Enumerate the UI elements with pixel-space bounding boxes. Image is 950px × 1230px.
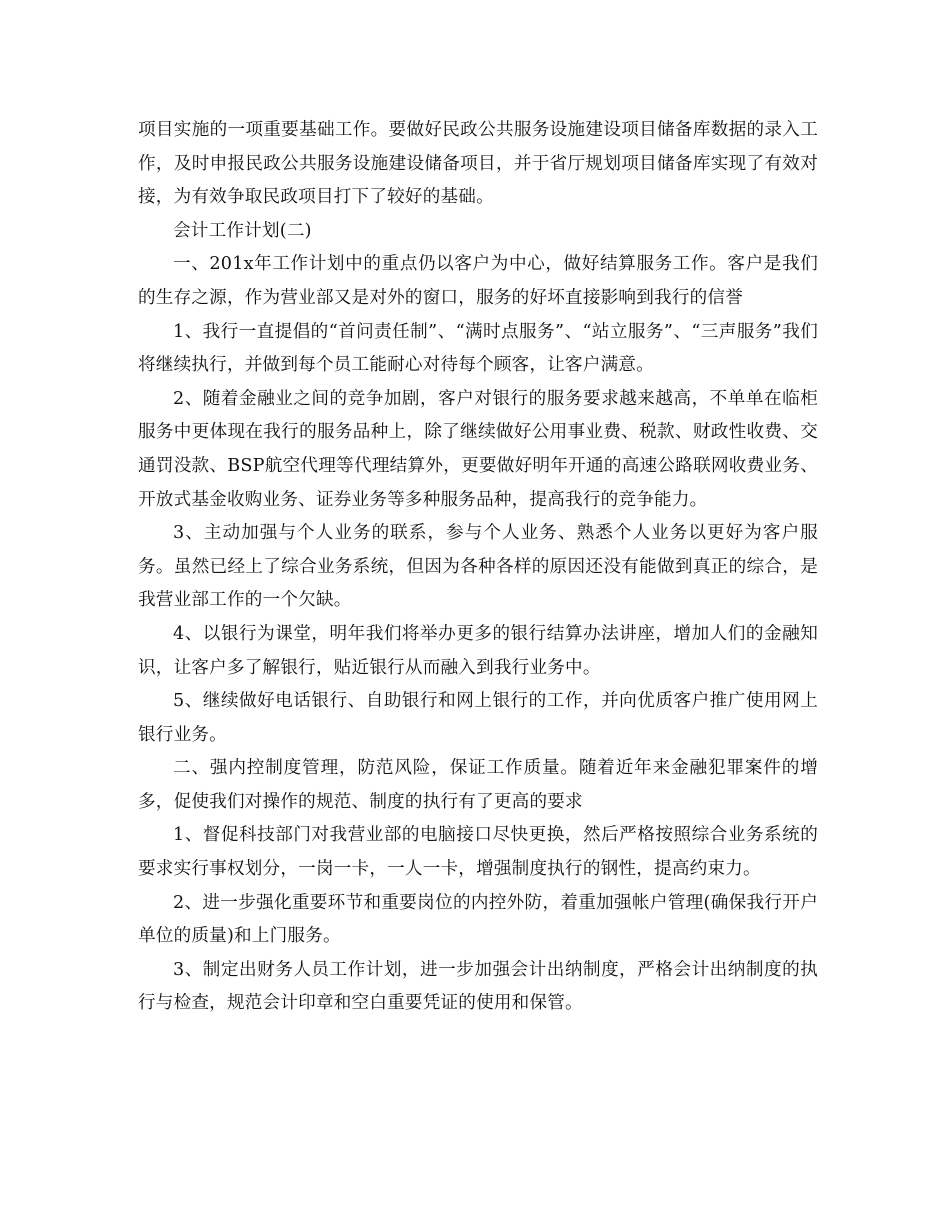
paragraph-continuation: 项目实施的一项重要基础工作。要做好民政公共服务设施建设项目储备库数据的录入工作，及时申报民政公共服务设施建设储备项目，并于省厅规划项目储备库实现了有效对接，为有效争取民政项目打下了较好的基础。 <box>138 120 818 208</box>
paragraph: 1、督促科技部门对我营业部的电脑接口尽快更换，然后严格按照综合业务系统的要求实行事权划分，一岗一卡，一人一卡，增强制度执行的钢性，提高约束力。 <box>138 825 818 880</box>
section-heading: 会计工作计划(二) <box>173 220 312 241</box>
paragraph: 2、进一步强化重要环节和重要岗位的内控外防，着重加强帐户管理(确保我行开户单位的质量)和上门服务。 <box>138 892 818 947</box>
document-body <box>138 114 818 1021</box>
paragraph: 5、继续做好电话银行、自助银行和网上银行的工作，并向优质客户推广使用网上银行业务。 <box>138 691 818 745</box>
paragraph: 1、我行一直提倡的“首问责任制”、“满时点服务”、“站立服务”、“三声服务”我们将继续执行，并做到每个员工能耐心对待每个顾客，让客户满意。 <box>138 321 818 376</box>
paragraph: 3、主动加强与个人业务的联系，参与个人业务、熟悉个人业务以更好为客户服务。虽然已经上了综合业务系统，但因为各种各样的原因还没有能做到真正的综合，是我营业部工作的一个欠缺。 <box>138 523 818 611</box>
paragraph: 一、201x年工作计划中的重点仍以客户为中心，做好结算服务工作。客户是我们的生存之源，作为营业部又是对外的窗口，服务的好坏直接影响到我行的信誉 <box>138 254 818 308</box>
paragraph: 2、随着金融业之间的竞争加剧，客户对银行的服务要求越来越高，不单单在临柜服务中更体现在我行的服务品种上，除了继续做好公用事业费、税款、财政性收费、交通罚没款、BSP航空代理等代理结算外，更要做好明年开通的高速公路联网收费业务、开放式基金收购业务、证券业务等多种服务品种，提高我行的竞争能力。 <box>138 388 818 510</box>
paragraph: 4、以银行为课堂，明年我们将举办更多的银行结算办法讲座，增加人们的金融知识，让客户多了解银行，贴近银行从而融入到我行业务中。 <box>138 623 818 678</box>
paragraph: 二、强内控制度管理，防范风险，保证工作质量。随着近年来金融犯罪案件的增多，促使我们对操作的规范、制度的执行有了更高的要求 <box>138 758 818 812</box>
paragraph: 3、制定出财务人员工作计划，进一步加强会计出纳制度，严格会计出纳制度的执行与检查，规范会计印章和空白重要凭证的使用和保管。 <box>138 959 818 1014</box>
